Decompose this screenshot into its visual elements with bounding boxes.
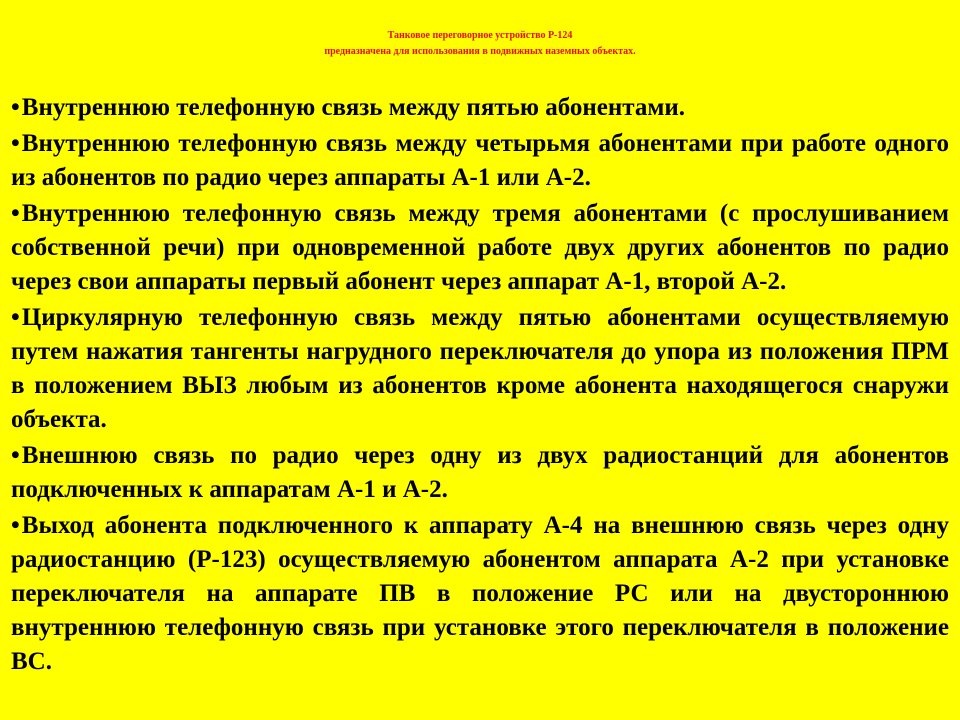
bullet-item-3: [11, 197, 949, 299]
bullet-icon: •: [11, 200, 20, 227]
bullet-item-2: [11, 127, 949, 195]
bullet-text: Выход абонента подключенного к аппарату А-4 на внешнюю связь через одну радиостанцию (Р-123) осуществляемую абонентом аппарата А-2 при установке переключателя на аппарате ПВ в положение РС или на двустороннюю внутреннюю телефонную связь при установке этого переключателя в положение ВС.: [11, 512, 949, 675]
bullet-item-1: [11, 91, 949, 125]
bullet-text: Внешнюю связь по радио через одну из двух радиостанций для абонентов подключенных к аппаратам А-1 и А-2.: [11, 442, 949, 503]
title-line-2: предназначена для использования в подвижных наземных объектах.: [324, 46, 636, 57]
bullet-icon: •: [11, 94, 20, 121]
bullet-icon: •: [11, 304, 20, 331]
bullet-item-5: [11, 439, 949, 507]
bullet-icon: •: [11, 130, 20, 157]
bullet-list: [11, 91, 949, 681]
bullet-text: Внутреннюю телефонную связь между пятью абонентами.: [21, 94, 686, 121]
bullet-icon: •: [11, 512, 20, 539]
bullet-text: Циркулярную телефонную связь между пятью абонентами осуществляемую путем нажатия тангенты нагрудного переключателя до упора из положения ПРМ в положением ВЫЗ любым из абонентов кроме абонента находящегося снаружи объекта.: [11, 304, 949, 433]
bullet-item-4: [11, 301, 949, 437]
bullet-text: Внутреннюю телефонную связь между четырьмя абонентами при работе одного из абонентов по радио через аппараты А-1 или А-2.: [11, 130, 949, 191]
bullet-icon: •: [11, 442, 20, 469]
slide-title: [150, 28, 810, 60]
title-line-1: Танковое переговорное устройство Р-124: [387, 30, 573, 41]
bullet-item-6: [11, 509, 949, 679]
bullet-text: Внутреннюю телефонную связь между тремя абонентами (с прослушиванием собственной речи) при одновременной работе двух других абонентов по радио через свои аппараты первый абонент через аппарат А-1, второй А-2.: [11, 200, 949, 295]
